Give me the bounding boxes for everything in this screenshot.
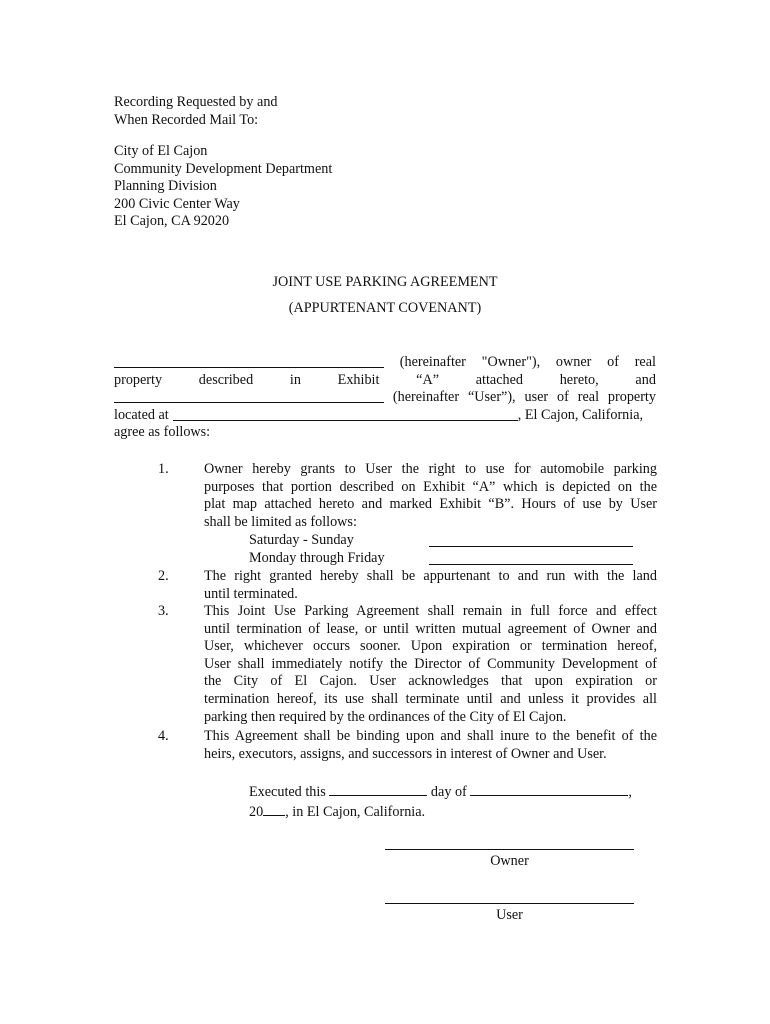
weekend-label: Saturday - Sunday bbox=[249, 532, 354, 548]
weekday-label: Monday through Friday bbox=[249, 549, 385, 566]
clause-line: Owner hereby grants to User the right to use for automobile parking bbox=[204, 461, 657, 477]
execution-clause bbox=[249, 782, 649, 821]
clause-number: 4. bbox=[158, 728, 169, 744]
intro-word: property bbox=[114, 371, 163, 388]
hours-row-weekday bbox=[249, 550, 639, 568]
address-line: Community Development Department bbox=[114, 160, 333, 177]
user-name-blank[interactable] bbox=[114, 389, 384, 403]
clause-line: purposes that portion described on Exhibit “A” which is depicted on the bbox=[204, 478, 657, 495]
intro-word: "Owner"), bbox=[481, 354, 541, 370]
address-line: Planning Division bbox=[114, 178, 217, 195]
execution-line-1: Executed this day of , bbox=[249, 784, 632, 800]
clause-line: heirs, executors, assigns, and successors in interest of Owner and User. bbox=[204, 745, 607, 762]
intro-line-4 bbox=[114, 407, 656, 425]
mail-to-address bbox=[114, 143, 332, 231]
located-at-label: located at bbox=[114, 406, 169, 423]
owner-signature-line[interactable] bbox=[385, 849, 634, 850]
intro-line-2 bbox=[114, 372, 656, 390]
clause-line: This Joint Use Parking Agreement shall remain in full force and effect bbox=[204, 603, 657, 619]
intro-word: (hereinafter bbox=[399, 354, 466, 370]
intro-line-5 bbox=[114, 424, 656, 442]
execution-line-2: 20 , in El Cajon, California. bbox=[249, 803, 426, 820]
user-signature-block bbox=[385, 903, 634, 925]
intro-word: Exhibit bbox=[337, 371, 380, 388]
clause-line: until termination of lease, or until written mutual agreement of Owner and bbox=[204, 620, 657, 637]
clause-line: until terminated. bbox=[204, 585, 298, 602]
intro-word: (hereinafter bbox=[392, 389, 460, 406]
clause-text bbox=[204, 603, 657, 726]
clause-text bbox=[204, 461, 657, 531]
recording-request bbox=[114, 94, 278, 129]
owner-signature-label: Owner bbox=[490, 853, 529, 869]
intro-word: “User”), bbox=[467, 389, 516, 406]
intro-word: of bbox=[557, 389, 569, 406]
clause-line: This Agreement shall be binding upon and shall inure to the benefit of the bbox=[204, 728, 657, 744]
intro-word: and bbox=[635, 371, 656, 388]
clause-line: the City of El Cajon. User acknowledges that upon expiration or bbox=[204, 673, 657, 690]
weekend-hours-blank[interactable] bbox=[429, 533, 633, 547]
document-title: JOINT USE PARKING AGREEMENT bbox=[272, 274, 498, 290]
owner-name-blank[interactable] bbox=[114, 354, 384, 368]
intro-word: real bbox=[634, 354, 656, 370]
clause-line: shall be limited as follows: bbox=[204, 513, 357, 530]
owner-signature-block bbox=[385, 849, 634, 871]
location-blank[interactable] bbox=[173, 407, 518, 421]
clause-number: 3. bbox=[158, 603, 169, 619]
intro-word: attached bbox=[475, 371, 523, 388]
clause-line: The right granted hereby shall be appurtenant to and run with the land bbox=[204, 568, 657, 584]
address-line: El Cajon, CA 92020 bbox=[114, 213, 230, 230]
intro-word: property bbox=[607, 389, 656, 406]
clause-line: parking then required by the ordinances of the City of El Cajon. bbox=[204, 708, 567, 725]
hours-of-use bbox=[249, 532, 639, 567]
intro-word: user bbox=[524, 389, 549, 406]
recording-line-2: When Recorded Mail To: bbox=[114, 111, 259, 128]
address-line: 200 Civic Center Way bbox=[114, 195, 240, 212]
clause-line: User shall immediately notify the Director of Community Development of bbox=[204, 655, 657, 672]
city-state-text: , El Cajon, California, bbox=[517, 406, 644, 423]
execution-day-blank[interactable] bbox=[329, 782, 427, 796]
address-line: City of El Cajon bbox=[114, 143, 208, 159]
intro-word: “A” bbox=[416, 371, 439, 388]
agree-text: agree as follows: bbox=[114, 424, 211, 441]
execution-month-blank[interactable] bbox=[470, 782, 628, 796]
intro-word: described bbox=[198, 371, 254, 388]
document-subtitle: (APPURTENANT COVENANT) bbox=[288, 300, 482, 316]
clause-line: plat map attached hereto and marked Exhibit “B”. Hours of use by User bbox=[204, 496, 657, 513]
clause-text bbox=[204, 568, 657, 603]
clause-number: 1. bbox=[158, 461, 169, 477]
clause-text bbox=[204, 728, 657, 763]
hours-row-weekend bbox=[249, 532, 639, 550]
intro-word: in bbox=[289, 371, 301, 388]
intro-line-3 bbox=[114, 389, 656, 407]
clause-number: 2. bbox=[158, 568, 169, 584]
recording-line-1: Recording Requested by and bbox=[114, 94, 278, 110]
weekday-hours-blank[interactable] bbox=[429, 551, 633, 565]
intro-paragraph bbox=[114, 354, 656, 442]
clause-line: User, whichever occurs sooner. Upon expiration or termination hereof, bbox=[204, 638, 657, 655]
execution-year-blank[interactable] bbox=[263, 802, 285, 816]
intro-word: of bbox=[607, 354, 619, 370]
intro-line-1 bbox=[114, 354, 656, 372]
intro-word: hereto, bbox=[559, 371, 599, 388]
clause-line: termination hereof, its use shall terminate until and unless it provides all bbox=[204, 690, 657, 707]
intro-word: real bbox=[577, 389, 600, 406]
intro-word: owner bbox=[555, 354, 592, 370]
user-signature-line[interactable] bbox=[385, 903, 634, 904]
user-signature-label: User bbox=[496, 907, 523, 923]
